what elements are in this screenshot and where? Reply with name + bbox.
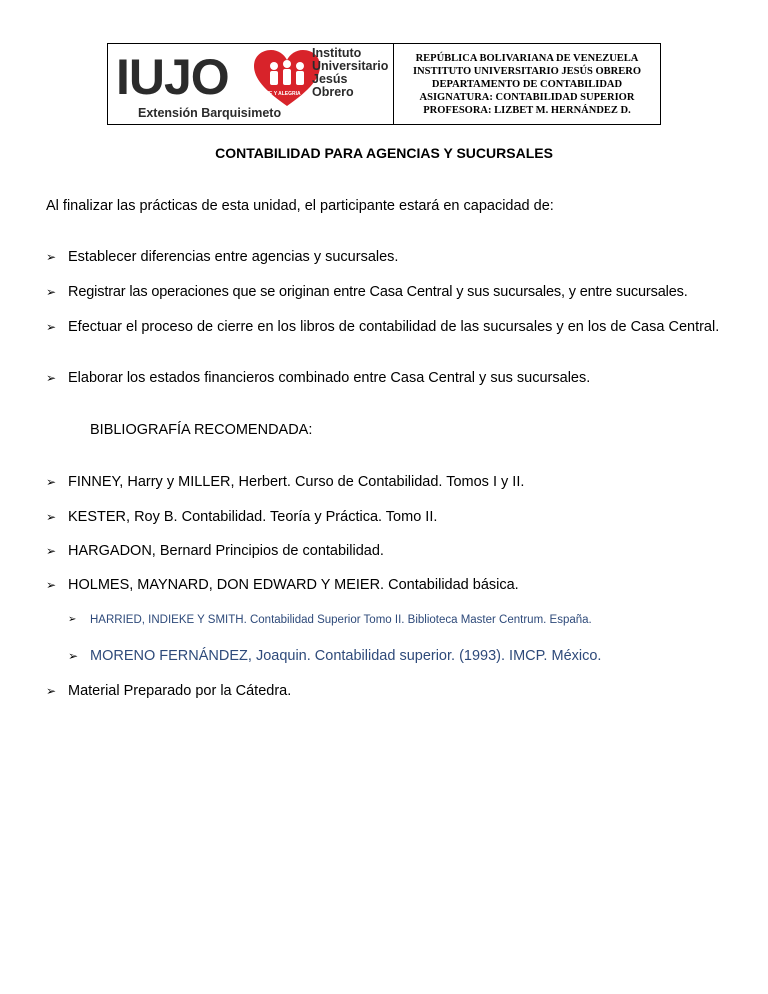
bibliography-text: KESTER, Roy B. Contabilidad. Teoría y Práctica. Tomo II.	[68, 509, 438, 525]
bibliography-item	[46, 508, 726, 526]
bibliography-subitem-text: MORENO FERNÁNDEZ, Joaquin. Contabilidad superior. (1993). IMCP. México.	[90, 648, 602, 664]
bibliography-subitem-text: HARRIED, INDIEKE Y SMITH. Contabilidad Superior Tomo II. Biblioteca Master Centrum. España.	[90, 614, 592, 626]
bibliography-subitem	[68, 647, 601, 665]
arrow-bullet-icon: ➢	[46, 285, 57, 299]
objective-text: Establecer diferencias entre agencias y sucursales.	[68, 249, 399, 265]
arrow-bullet-icon: ➢	[46, 475, 57, 489]
arrow-bullet-icon: ➢	[46, 544, 57, 558]
bibliography-item	[46, 542, 726, 560]
objective-text: Registrar las operaciones que se originan entre Casa Central y sus sucursales, y entre sucursales.	[68, 284, 688, 300]
arrow-bullet-icon: ➢	[46, 250, 57, 264]
extension-label: Extensión Barquisimeto	[138, 106, 282, 120]
heart-text: FE Y ALEGRIA	[266, 91, 301, 97]
objective-item	[46, 248, 726, 266]
bibliography-text: HOLMES, MAYNARD, DON EDWARD Y MEIER. Contabilidad básica.	[68, 577, 519, 593]
objective-item	[46, 283, 726, 301]
bibliography-text: HARGADON, Bernard Principios de contabilidad.	[68, 543, 384, 559]
arrow-bullet-icon: ➢	[68, 649, 79, 663]
iujo-logo	[108, 44, 394, 124]
bibliography-text: Material Preparado por la Cátedra.	[68, 683, 292, 699]
info-line: ASIGNATURA: CONTABILIDAD SUPERIOR	[419, 91, 635, 103]
info-line: INSTITUTO UNIVERSITARIO JESÚS OBRERO	[412, 65, 642, 77]
institute-line: Obrero	[312, 85, 354, 99]
bibliography-item	[46, 473, 726, 491]
info-line: REPÚBLICA BOLIVARIANA DE VENEZUELA	[415, 52, 639, 64]
arrow-bullet-icon: ➢	[46, 510, 57, 524]
page-title: CONTABILIDAD PARA AGENCIAS Y SUCURSALES	[215, 145, 553, 161]
bibliography-item	[46, 576, 726, 594]
header-box	[107, 43, 661, 125]
bibliography-heading: BIBLIOGRAFÍA RECOMENDADA:	[90, 422, 313, 438]
institute-line: Jesús	[312, 72, 348, 86]
bibliography-subitem	[68, 612, 592, 628]
info-line: PROFESORA: LIZBET M. HERNÁNDEZ D.	[423, 104, 631, 116]
objective-text: Efectuar el proceso de cierre en los libros de contabilidad de las sucursales y en los de Casa Central.	[68, 319, 720, 335]
bibliography-text: FINNEY, Harry y MILLER, Herbert. Curso de Contabilidad. Tomos I y II.	[68, 474, 525, 490]
institute-line: Universitario	[312, 59, 389, 73]
institute-name	[312, 47, 388, 99]
institution-info	[394, 44, 660, 124]
arrow-bullet-icon: ➢	[46, 320, 57, 334]
info-line: DEPARTAMENTO DE CONTABILIDAD	[431, 78, 623, 90]
arrow-bullet-icon: ➢	[46, 371, 57, 385]
objective-text: Elaborar los estados financieros combinado entre Casa Central y sus sucursales.	[68, 370, 591, 386]
institute-line: Instituto	[312, 46, 362, 60]
arrow-bullet-icon: ➢	[46, 578, 57, 592]
arrow-bullet-icon: ➢	[68, 614, 77, 625]
bibliography-item	[46, 682, 726, 700]
heart-logo-icon	[254, 50, 320, 108]
objective-item	[46, 369, 726, 387]
logo-word: IUJO	[116, 49, 229, 105]
arrow-bullet-icon: ➢	[46, 684, 57, 698]
intro-text: Al finalizar las prácticas de esta unidad, el participante estará en capacidad de:	[46, 198, 554, 214]
objective-item	[46, 318, 726, 336]
